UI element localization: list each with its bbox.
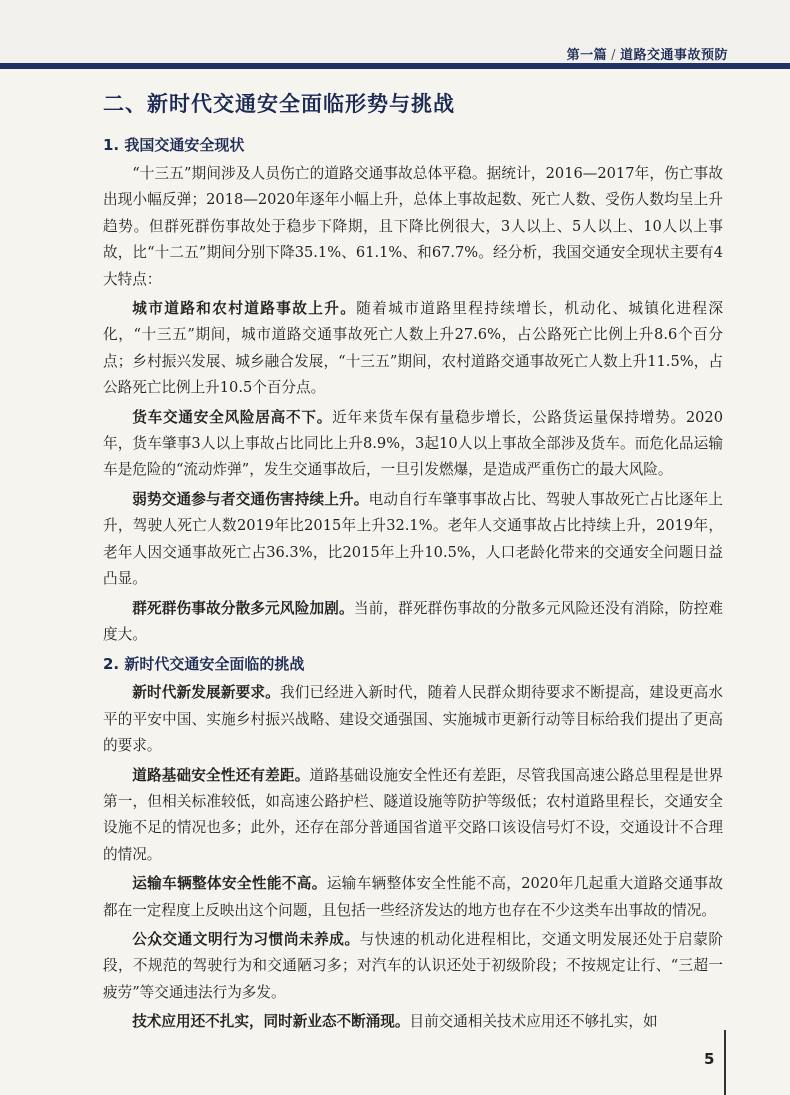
paragraph [103, 1009, 723, 1035]
paragraph-text: 电动自行车肇事事故占比、驾驶人事故死亡占比逐年上升，驾驶人死亡人数2019年比2015年上升32.1%。老年人交通事故占比持续上升，2019年，老年人因交通事故死亡占36.3%，比2015年上升10.5%，人口老龄化带来的交通安全问题日益凸显。 [103, 490, 723, 588]
paragraph-lead: 运输车辆整体安全性能不高。 [132, 875, 327, 893]
paragraph-text: 与快速的机动化进程相比，交通文明发展还处于启蒙阶段，不规范的驾驶行为和交通陋习多；对汽车的认识还处于初级阶段；不按规定让行、“三超一疲劳”等交通违法行为多发。 [103, 930, 723, 1001]
paragraph-lead: 群死群伤事故分散多元风险加剧。 [132, 599, 354, 617]
paragraph-lead: 技术应用还不扎实，同时新业态不断涌现。 [132, 1013, 410, 1031]
paragraph [103, 927, 723, 1006]
paragraph [103, 405, 723, 484]
page-number: 5 [704, 1050, 715, 1068]
paragraph-lead: 货车交通安全风险居高不下。 [132, 408, 333, 426]
paragraph-text: 当前，群死群伤事故的分散多元风险还没有消除，防控难度大。 [103, 599, 723, 643]
page-content [103, 88, 723, 1039]
paragraph-text: 道路基础设施安全性还有差距，尽管我国高速公路总里程是世界第一，但相关标准较低，如高速公路护栏、隧道设施等防护等级低；农村道路里程长，交通安全设施不足的情况也多；此外，还存在部分普通国省道平交路口该设信号灯不设，交通设计不合理的情况。 [103, 766, 723, 863]
subsection-title: 1. 我国交通安全现状 [103, 136, 245, 154]
paragraph [103, 487, 723, 593]
page-number-rule [724, 1030, 726, 1095]
header-part: 第一篇 [566, 48, 608, 63]
paragraph-lead: 弱势交通参与者交通伤害持续上升。 [132, 490, 369, 508]
header-rule [0, 63, 790, 69]
paragraph-text: 近年来货车保有量稳步增长，公路货运量保持增势。2020年，货车肇事3人以上事故占比同比上升8.9%，3起10人以上事故全部涉及货车。而危化品运输车是危险的“流动炸弹”，发生交通事故后，一旦引发燃爆，是造成严重伤亡的最大风险。 [103, 408, 723, 479]
paragraph-text: “十三五”期间涉及人员伤亡的道路交通事故总体平稳。据统计，2016—2017年，伤亡事故出现小幅反弹；2018—2020年逐年小幅上升，总体上事故起数、死亡人数、受伤人数均呈上升趋势。但群死群伤事故处于稳步下降期，且下降比例很大，3人以上、5人以上、10人以上事故，比“十二五”期间分别下降35.1%、61.1%、和67.7%。经分析，我国交通安全现状主要有4大特点： [103, 165, 723, 288]
paragraph-lead: 道路基础安全性还有差距。 [132, 766, 310, 784]
running-header-text [567, 44, 728, 63]
paragraph [103, 871, 723, 924]
paragraph [103, 680, 723, 759]
subsection-title: 2. 新时代交通安全面临的挑战 [103, 655, 305, 674]
running-header [0, 0, 790, 62]
paragraph [103, 161, 723, 293]
paragraph-lead: 城市道路和农村道路事故上升。 [132, 300, 357, 318]
paragraph [103, 596, 723, 649]
paragraph-lead: 公众交通文明行为习惯尚未养成。 [132, 930, 360, 948]
paragraph-text: 随着城市道路里程持续增长，机动化、城镇化进程深化，“十三五”期间，城市道路交通事故死亡人数上升27.6%，占公路死亡比例上升8.6个百分点；乡村振兴发展、城乡融合发展，“十三五”期间，农村道路交通事故死亡人数上升11.5%，占公路死亡比例上升10.5个百分点。 [103, 300, 723, 397]
paragraph-text: 目前交通相关技术应用还不够扎实，如 [409, 1013, 658, 1031]
header-separator: / [611, 48, 616, 63]
paragraph [103, 763, 723, 869]
header-chapter: 道路交通事故预防 [619, 48, 728, 63]
paragraph-text: 我们已经进入新时代，随着人民群众期待要求不断提高，建设更高水平的平安中国、实施乡村振兴战略、建设交通强国、实施城市更新行动等目标给我们提出了更高的要求。 [103, 684, 723, 755]
paragraph-text: 运输车辆整体安全性能不高，2020年几起重大道路交通事故都在一定程度上反映出这个问题，且包括一些经济发达的地方也存在不少这类车出事故的情况。 [103, 875, 723, 919]
paragraph [103, 296, 723, 402]
paragraph-lead: 新时代新发展新要求。 [132, 684, 280, 702]
section-title: 二、新时代交通安全面临形势与挑战 [103, 92, 455, 116]
